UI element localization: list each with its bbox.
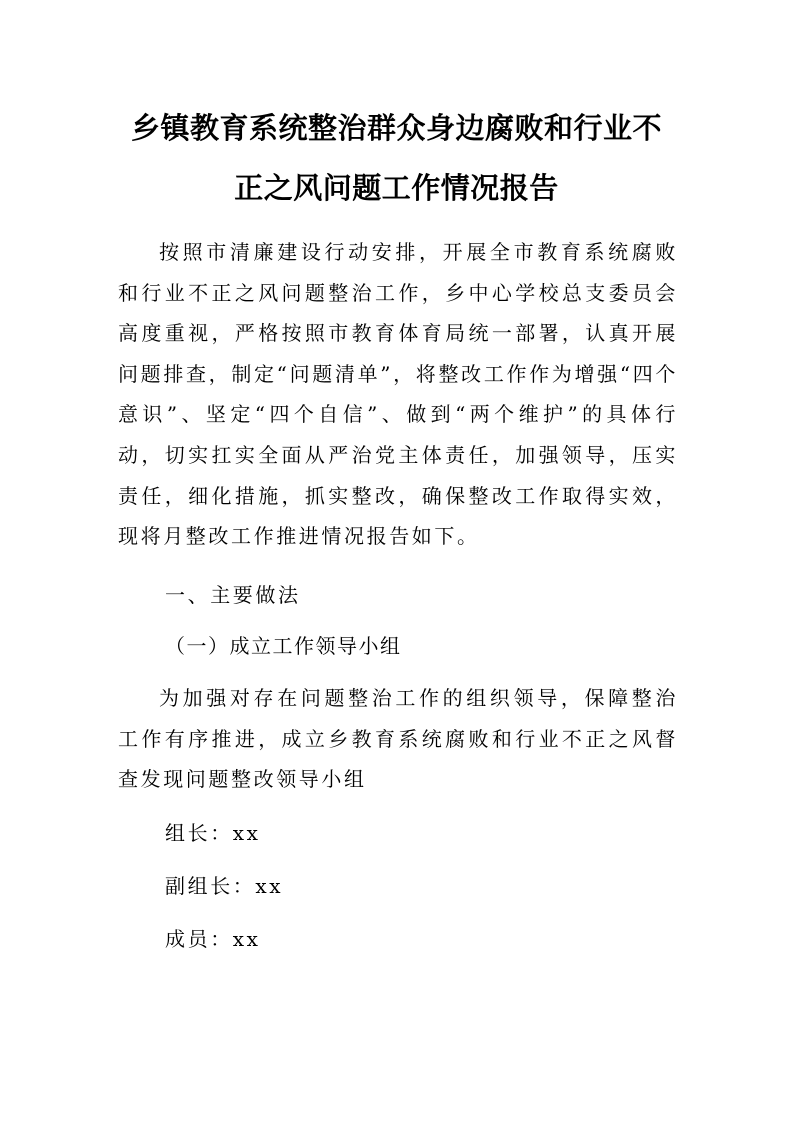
section-heading: 一、主要做法 bbox=[165, 583, 301, 607]
role-deputy-leader: 副组长：xx bbox=[165, 874, 284, 898]
document-title-line-1: 乡镇教育系统整治群众身边腐败和行业不 bbox=[130, 111, 662, 145]
subsection-paragraph: 为加强对存在问题整治工作的组织领导，保障整治工作有序推进，成立乡教育系统腐败和行业不正之风督查发现问题整改领导小组 bbox=[118, 686, 678, 792]
subsection-heading: （一）成立工作领导小组 bbox=[165, 634, 402, 658]
document-title-line-2: 正之风问题工作情况报告 bbox=[234, 171, 559, 205]
role-leader: 组长：xx bbox=[165, 821, 261, 845]
role-members: 成员：xx bbox=[165, 927, 261, 951]
intro-paragraph: 按照市清廉建设行动安排，开展全市教育系统腐败和行业不正之风问题整治工作，乡中心学校总支委员会高度重视，严格按照市教育体育局统一部署，认真开展问题排查，制定“问题清单”，将整改工作作为增强“四个意识”、坚定“四个自信”、做到“两个维护”的具体行动，切实扛实全面从严治党主体责任，加强领导，压实责任，细化措施，抓实整改，确保整改工作取得实效，现将月整改工作推进情况报告如下。 bbox=[118, 240, 678, 549]
